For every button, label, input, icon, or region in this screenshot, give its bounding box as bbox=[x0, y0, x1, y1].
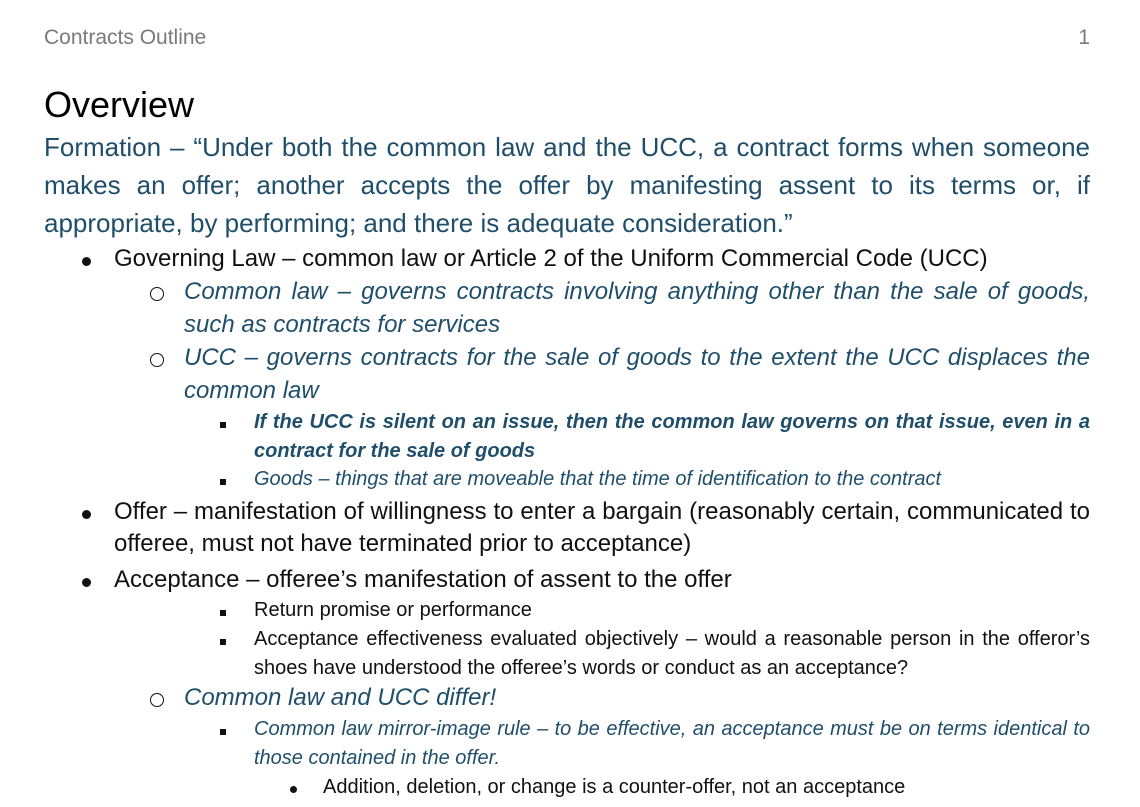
outline-text: Common law and UCC differ! bbox=[184, 684, 497, 711]
outline-text: Goods – things that are moveable that the time of identification to the contract bbox=[254, 468, 942, 490]
circle-bullet-icon bbox=[148, 341, 184, 376]
outline-text: Governing Law – common law or Article 2 of the Uniform Commercial Code (UCC) bbox=[114, 245, 988, 272]
outline-item-differ bbox=[148, 681, 1090, 716]
outline-text: Addition, deletion, or change is a counter-offer, not an acceptance bbox=[323, 776, 906, 798]
bullet-icon bbox=[80, 496, 114, 528]
outline-text: Acceptance – offeree’s manifestation of assent to the offer bbox=[114, 566, 732, 593]
section-title: Overview bbox=[44, 84, 195, 125]
outline-item-acceptance bbox=[80, 564, 1090, 596]
outline-item-offer bbox=[80, 496, 1090, 560]
bullet-icon bbox=[80, 243, 114, 275]
square-bullet-icon bbox=[218, 596, 254, 625]
outline-item-ucc-silent bbox=[218, 408, 1090, 466]
outline-text: If the UCC is silent on an issue, then the common law governs on that issue, even in a contract for the sale of goods bbox=[254, 411, 1090, 462]
outline-item-mirror-image bbox=[218, 715, 1090, 773]
bullet-icon bbox=[288, 773, 323, 802]
outline-text: Common law mirror-image rule – to be effective, an acceptance must be on terms identical to those contained in the offer. bbox=[254, 718, 1090, 769]
document-title: Contracts Outline bbox=[44, 26, 207, 49]
outline-item-goods bbox=[218, 465, 1090, 494]
outline-text: UCC – governs contracts for the sale of goods to the extent the UCC displaces the common law bbox=[184, 344, 1090, 404]
outline-item-effectiveness bbox=[218, 625, 1090, 683]
circle-bullet-icon bbox=[148, 275, 184, 310]
outline-text: Common law – governs contracts involving anything other than the sale of goods, such as contracts for services bbox=[184, 278, 1090, 338]
page-header bbox=[44, 24, 1090, 52]
square-bullet-icon bbox=[218, 715, 254, 744]
square-bullet-icon bbox=[218, 408, 254, 437]
bullet-icon bbox=[80, 564, 114, 596]
circle-bullet-icon bbox=[148, 681, 184, 716]
outline-text: Acceptance effectiveness evaluated objectively – would a reasonable person in the offeror’s shoes have understood the offeree’s words or conduct as an acceptance? bbox=[254, 628, 1090, 679]
page-number: 1 bbox=[1078, 26, 1090, 49]
square-bullet-icon bbox=[218, 465, 254, 494]
outline-item-governing-law bbox=[80, 243, 1090, 275]
outline-text: Offer – manifestation of willingness to enter a bargain (reasonably certain, communicated to offeree, must not have terminated prior to acceptance) bbox=[114, 498, 1090, 557]
outline-item-common-law bbox=[148, 275, 1090, 341]
outline-text: Return promise or performance bbox=[254, 599, 532, 621]
outline-item-ucc bbox=[148, 341, 1090, 407]
square-bullet-icon bbox=[218, 625, 254, 654]
formation-paragraph: Formation – “Under both the common law and the UCC, a contract forms when someone makes an offer; another accepts the offer by manifesting assent to its terms or, if appropriate, by performing; and there is adequate consideration.” bbox=[44, 132, 1090, 238]
outline-item-counter-offer bbox=[288, 773, 1090, 802]
outline-item-return-promise bbox=[218, 596, 1090, 625]
